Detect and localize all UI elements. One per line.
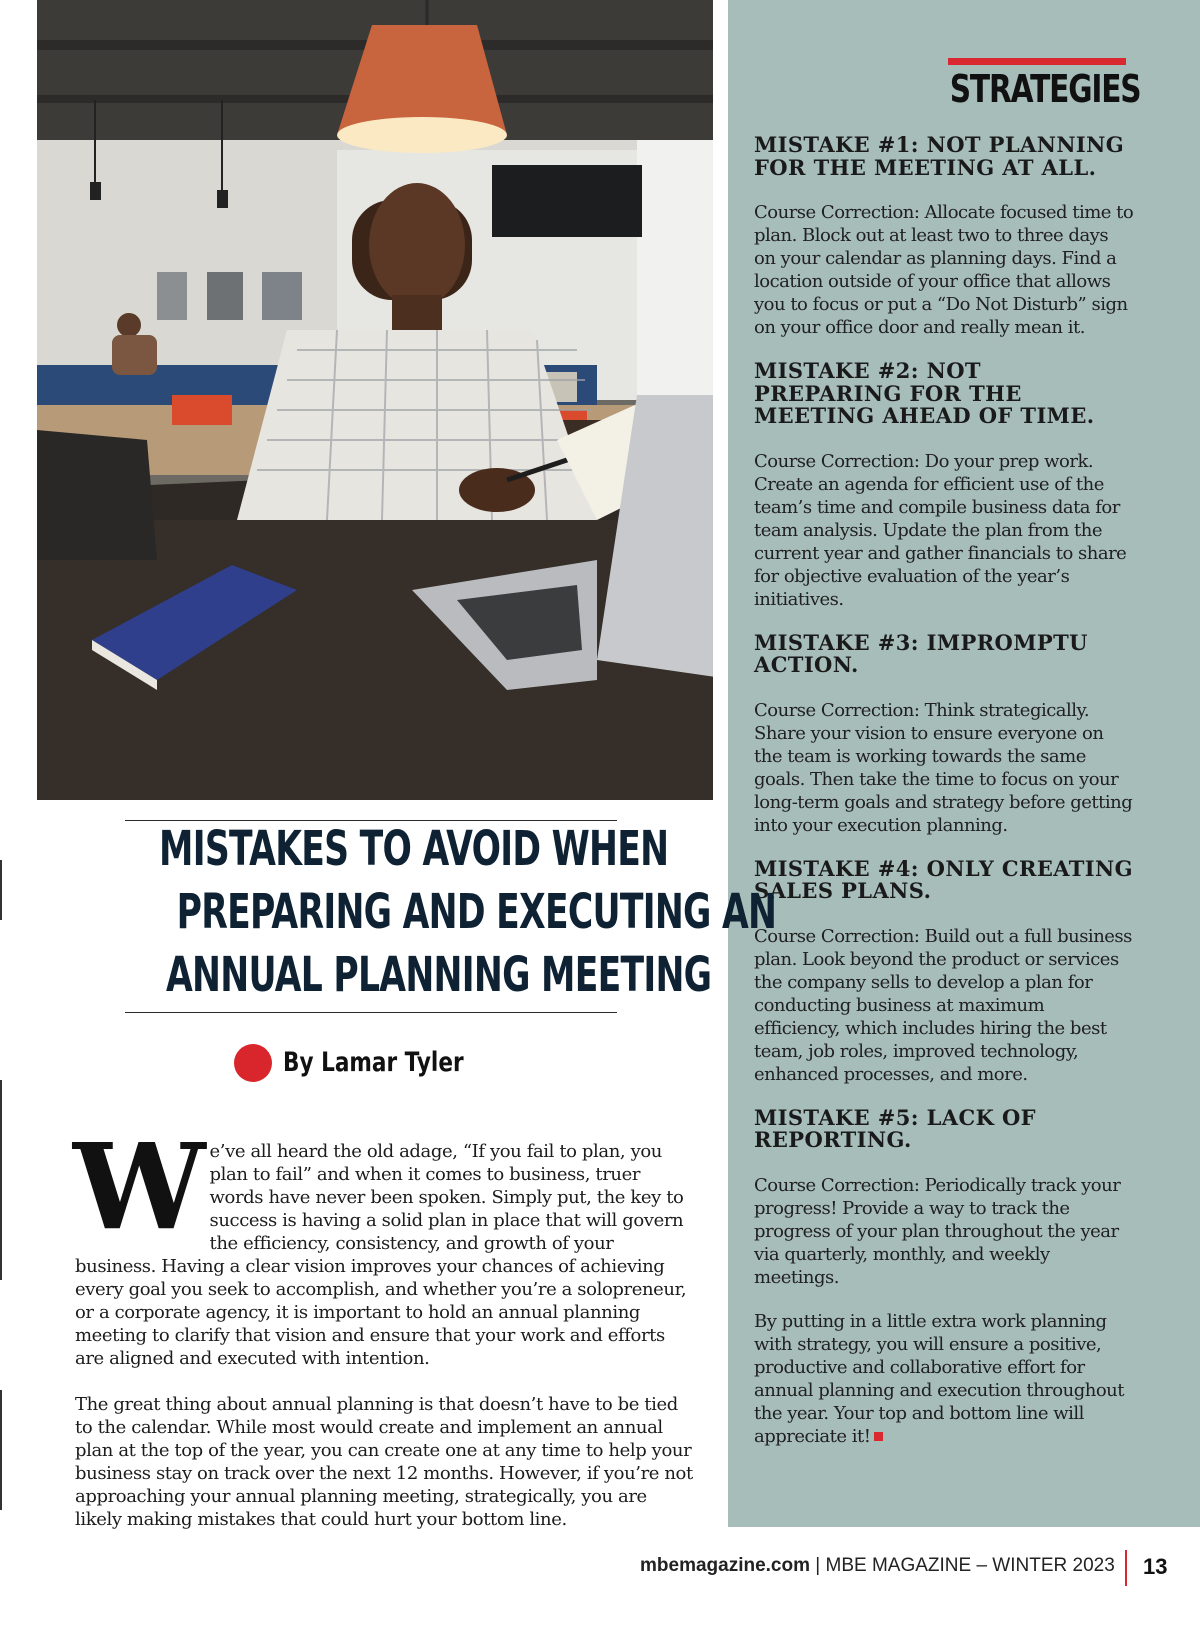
- footer-divider: [1125, 1550, 1127, 1586]
- hero-photo: [37, 0, 713, 800]
- headline: [60, 818, 777, 1007]
- headline-line: ANNUAL PLANNING MEETING: [166, 947, 712, 1003]
- mistake-item: [754, 134, 1134, 339]
- headline-bottom-rule: [125, 1012, 617, 1013]
- body-paragraph: [73, 1117, 695, 1370]
- mistake-title: MISTAKE #2: NOT PREPARING FOR THE MEETING AHEAD OF TIME.: [754, 358, 1095, 428]
- mistake-item: [754, 360, 1134, 611]
- section-accent-rule: [948, 58, 1126, 65]
- mistake-item: [754, 629, 1134, 837]
- mistake-text: Course Correction: Do your prep work. Create an agenda for efficient use of the team’s time and compile business data for team analysis. Update the plan from the current year and gather financials to share for objective evaluation of the year’s initiatives.: [754, 450, 1127, 610]
- footer: [640, 1555, 1115, 1577]
- footer-separator: |: [810, 1555, 826, 1576]
- mistake-text: Course Correction: Think strategically. Share your vision to ensure everyone on the team is working towards the same goals. Then take the time to focus on your long-term goals and strategy before getting into your execution planning.: [754, 699, 1133, 836]
- paragraph-text: e’ve all heard the old adage, “If you fail to plan, you plan to fail” and when it comes to business, truer words have never been spoken. Simply put, the key to success is having a solid plan in place that will govern the efficiency, consistency, and growth of your business. Having a clear vision improves your chances of achieving every goal you seek to accomplish, and whether you’re a solopreneur, or a corporate agency, it is important to hold an annual planning meeting to clarify that vision and ensure that your work and efforts are aligned and executed with intention.: [75, 1141, 687, 1369]
- footer-site-link[interactable]: mbemagazine.com: [640, 1555, 810, 1576]
- byline-dot-icon: [234, 1044, 272, 1082]
- end-mark-icon: [874, 1432, 883, 1441]
- mistake-item: [754, 1104, 1134, 1289]
- page-edge-mark: [0, 1080, 2, 1280]
- byline: By Lamar Tyler: [283, 1047, 464, 1078]
- mistakes-list: [754, 134, 1134, 1448]
- section-label: STRATEGIES: [949, 67, 1141, 111]
- drop-cap: W: [73, 1117, 200, 1256]
- page-number: 13: [1143, 1554, 1168, 1579]
- headline-line: PREPARING AND EXECUTING AN: [176, 884, 777, 940]
- mistake-title: MISTAKE #3: IMPROMPTU ACTION.: [754, 629, 1088, 677]
- closing-text: By putting in a little extra work planning with strategy, you will ensure a positive, productive and collaborative effort for annual planning and execution throughout the year. Your top and bottom line will appreciate it!: [754, 1310, 1124, 1447]
- page-edge-mark: [0, 860, 2, 920]
- mistake-title: MISTAKE #5: LACK OF REPORTING.: [754, 1104, 1036, 1152]
- mistake-title: MISTAKE #1: NOT PLANNING FOR THE MEETING AT ALL.: [754, 132, 1125, 180]
- body-paragraph: The great thing about annual planning is that doesn’t have to be tied to the calendar. While most would create and implement an annual plan at the top of the year, you can create one at any time to help your business stay on track over the next 12 months. However, if you’re not approaching your annual planning meeting, strategically, you are likely making mistakes that could hurt your bottom line.: [75, 1394, 693, 1530]
- mistake-text: Course Correction: Periodically track your progress! Provide a way to track the progress of your plan throughout the year via quarterly, monthly, and weekly meetings.: [754, 1174, 1121, 1288]
- mistake-text: Course Correction: Allocate focused time to plan. Block out at least two to three days on your calendar as planning days. Find a location outside of your office that allows you to focus or put a “Do Not Disturb” sign on your office door and really mean it.: [754, 202, 1134, 338]
- mistake-item: [754, 855, 1134, 1086]
- mistake-text: Course Correction: Build out a full business plan. Look beyond the product or services the company sells to develop a plan for conducting business at maximum efficiency, which includes hiring the best team, job roles, improved technology, enhanced processes, and more.: [754, 925, 1132, 1085]
- closing-paragraph: [754, 1310, 1134, 1448]
- mistake-title: MISTAKE #4: ONLY CREATING SALES PLANS.: [754, 855, 1133, 903]
- footer-issue: MBE MAGAZINE – WINTER 2023: [825, 1555, 1115, 1576]
- article-body: [73, 1117, 695, 1531]
- headline-line: MISTAKES TO AVOID WHEN: [159, 821, 669, 877]
- page-edge-mark: [0, 1390, 2, 1510]
